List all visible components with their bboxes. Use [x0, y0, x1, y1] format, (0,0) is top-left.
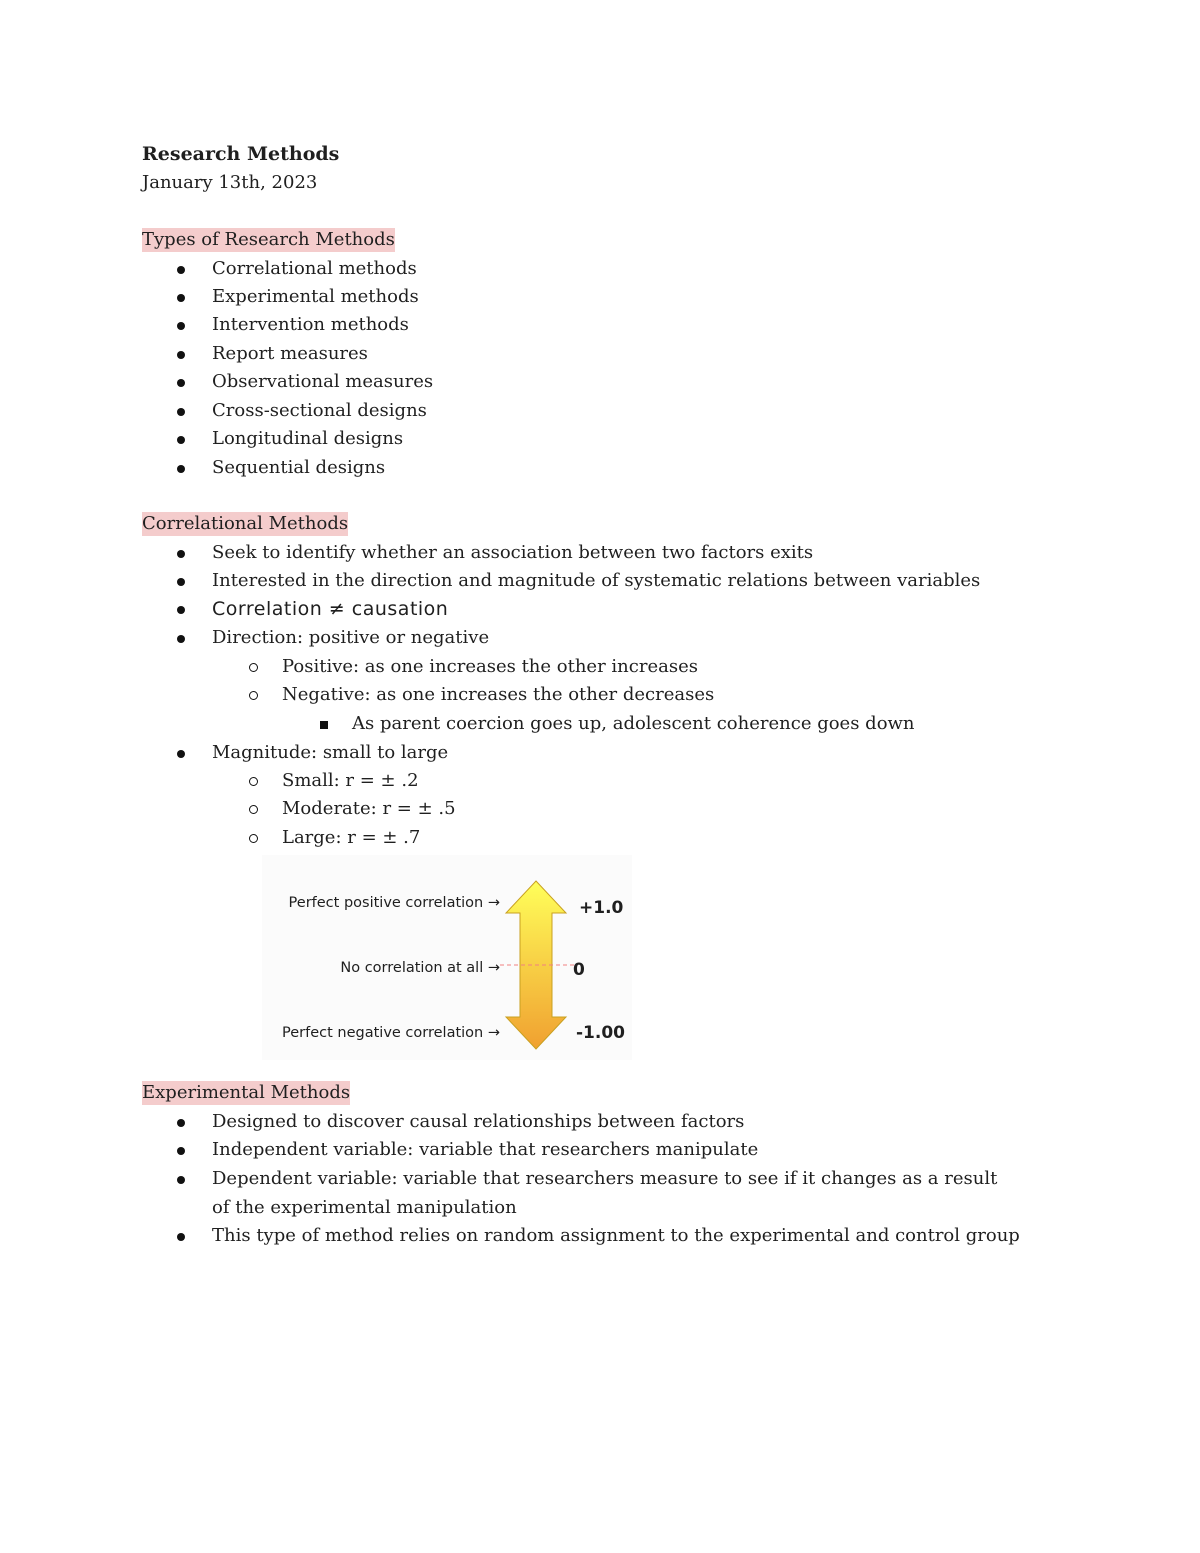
correlation-figure: [262, 855, 632, 1060]
bullet-icon: [177, 750, 185, 758]
square-bullet-icon: [320, 721, 328, 729]
label-perfect-negative: Perfect negative correlation →: [282, 1025, 500, 1041]
hollow-bullet-icon: [249, 691, 258, 700]
value-negative: -1.00: [576, 1023, 625, 1043]
list-item: Cross-sectional designs: [212, 399, 427, 423]
list-item: Correlation ≠ causation: [212, 597, 448, 622]
label-no-correlation: No correlation at all →: [340, 960, 500, 976]
bullet-icon: [177, 635, 185, 643]
correlation-arrow-diagram: [262, 855, 632, 1060]
sub-list-item: Large: r = ± .7: [282, 826, 420, 850]
bullet-icon: [177, 379, 185, 387]
bullet-icon: [177, 266, 185, 274]
hollow-bullet-icon: [249, 834, 258, 843]
bullet-icon: [177, 578, 185, 586]
heading-experimental: Experimental Methods: [142, 1082, 351, 1103]
list-item: Direction: positive or negative: [212, 626, 489, 650]
list-item: Dependent variable: variable that researchers measure to see if it changes as a result of the experimental manipulation: [212, 1165, 1002, 1222]
sub-list-item: Moderate: r = ± .5: [282, 797, 456, 821]
hollow-bullet-icon: [249, 805, 258, 814]
value-positive: +1.0: [579, 898, 624, 918]
document-title: Research Methods: [142, 143, 340, 165]
list-item: Designed to discover causal relationships between factors: [212, 1110, 744, 1134]
bullet-icon: [177, 550, 185, 558]
list-item: Correlational methods: [212, 257, 417, 281]
bullet-icon: [177, 294, 185, 302]
list-item: Observational measures: [212, 370, 433, 394]
hollow-bullet-icon: [249, 663, 258, 672]
list-item: Independent variable: variable that researchers manipulate: [212, 1138, 758, 1162]
list-item: This type of method relies on random assignment to the experimental and control group: [212, 1224, 1020, 1248]
sub-list-item: Negative: as one increases the other decreases: [282, 683, 714, 707]
heading-correlational: Correlational Methods: [142, 513, 349, 534]
label-perfect-positive: Perfect positive correlation →: [288, 895, 500, 911]
bullet-icon: [177, 408, 185, 416]
sub-list-item: Positive: as one increases the other increases: [282, 655, 698, 679]
document-date: January 13th, 2023: [142, 172, 318, 193]
bullet-icon: [177, 465, 185, 473]
hollow-bullet-icon: [249, 777, 258, 786]
list-item: Intervention methods: [212, 313, 409, 337]
list-item: Magnitude: small to large: [212, 741, 448, 765]
heading-types: Types of Research Methods: [142, 229, 395, 250]
list-item: Interested in the direction and magnitude of systematic relations between variables: [212, 569, 980, 593]
bullet-icon: [177, 1176, 185, 1184]
bullet-icon: [177, 1119, 185, 1127]
list-item: Sequential designs: [212, 456, 385, 480]
bullet-icon: [177, 1233, 185, 1241]
list-item: Longitudinal designs: [212, 427, 403, 451]
value-zero: 0: [573, 960, 585, 980]
bullet-icon: [177, 606, 185, 614]
list-item: Seek to identify whether an association between two factors exits: [212, 541, 813, 565]
list-item: Report measures: [212, 342, 368, 366]
bullet-icon: [177, 351, 185, 359]
list-item: Experimental methods: [212, 285, 419, 309]
bullet-icon: [177, 322, 185, 330]
bullet-icon: [177, 1147, 185, 1155]
sub-list-item: Small: r = ± .2: [282, 769, 419, 793]
sub-sub-list-item: As parent coercion goes up, adolescent coherence goes down: [352, 712, 915, 736]
bullet-icon: [177, 436, 185, 444]
